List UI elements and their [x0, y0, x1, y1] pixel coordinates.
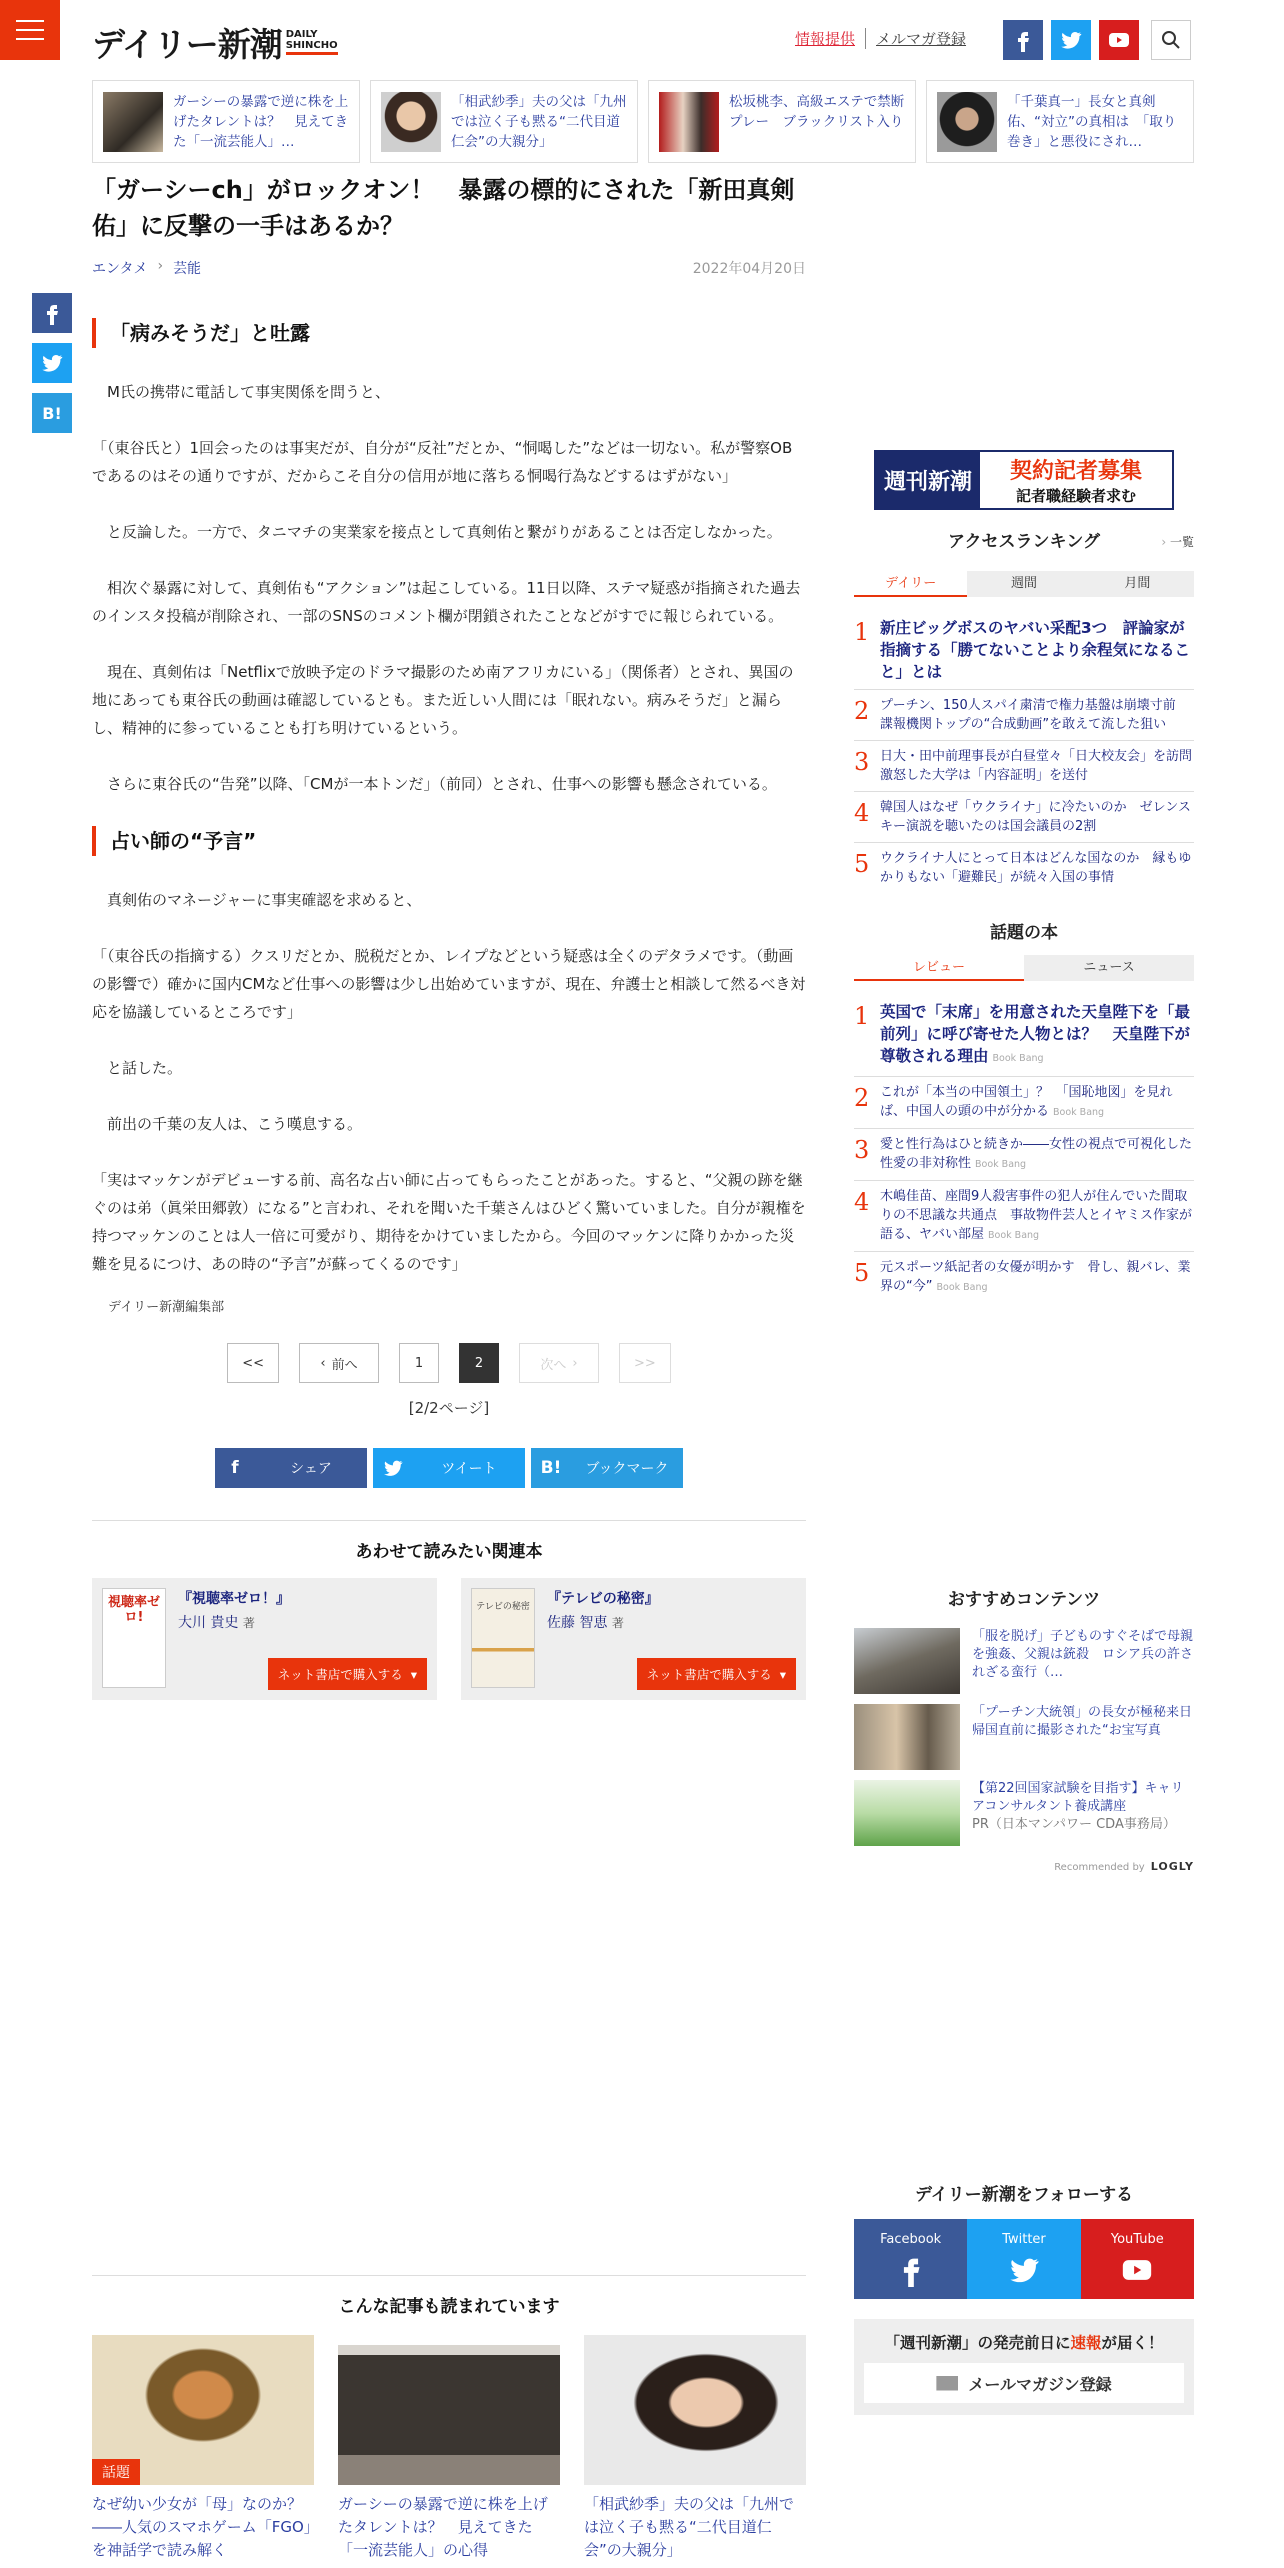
newsletter-box: [854, 2319, 1194, 2415]
article: [92, 172, 806, 1700]
triangle-down-icon: ▾: [410, 1666, 417, 1682]
youtube-button[interactable]: [1099, 20, 1139, 60]
buy-book-button[interactable]: ネット書店で購入する ▾: [637, 1658, 796, 1690]
follow-facebook-button[interactable]: Facebook: [854, 2219, 967, 2299]
book-ranking-item[interactable]: 4 木嶋佳苗、座間9人殺害事件の犯人が住んでいた間取りの不思議な共通点 事故物件芸人とイヤミス作家が語る、ヤバい部屋 Book Bang: [854, 1181, 1194, 1252]
triangle-down-icon: ▾: [779, 1666, 786, 1682]
tab-weekly[interactable]: 週間: [967, 571, 1080, 597]
book-ranking-item[interactable]: 3 愛と性行為はひと続きか――女性の視点で可視化した性愛の非対称性 Book Bang: [854, 1129, 1194, 1181]
card-thumbnail: [103, 92, 163, 152]
article-card[interactable]: 「相武紗季」夫の父は「九州では泣く子も黙る“二代目道仁会”の大親分」: [584, 2335, 806, 2543]
book-cover: 視聴率ゼロ!: [102, 1588, 166, 1688]
paragraph: 前出の千葉の友人は、こう嘆息する。: [92, 1115, 363, 1133]
recommended-item[interactable]: 「プーチン大統領」の長女が極秘来日 帰国直前に撮影された“お宝写真: [854, 1704, 1194, 1766]
ranking-header: [854, 530, 1194, 554]
share-hatena-button[interactable]: B! ブックマーク: [531, 1448, 683, 1488]
newsletter-link[interactable]: メルマガ登録: [865, 28, 966, 49]
recommended-contents: [854, 1585, 1205, 1873]
chevron-right-icon: ›: [572, 1355, 578, 1371]
facebook-icon: [40, 301, 64, 325]
tab-review[interactable]: レビュー: [854, 955, 1024, 981]
topic-books: [854, 918, 1194, 1303]
recommended-item[interactable]: 「服を脱げ」子どものすぐそばで母親を強姦、父親は銃殺 ロシア兵の許されざる蛮行（…: [854, 1628, 1194, 1690]
logly-logo: LOGLY: [1150, 1860, 1194, 1873]
section-heading: 「病みそうだ」と吐露: [92, 318, 806, 348]
paragraph: 「実はマッケンがデビューする前、高名な占い師に占ってもらったことがあった。すると、“父親の跡を継ぐのは弟（眞栄田郷敦）になる”と言われ、それを聞いた千葉さんはひどく驚いていました。自分が親権を持つマッケンのことは人一倍に可愛がり、期待をかけていましたから。今回のマッケンに降りかかった災難を見るにつけ、あの時の“予言”が蘇ってくるのです」: [92, 1171, 806, 1273]
book-ranking-item[interactable]: 2 これが「本当の中国領土」？ 「国恥地図」を見れば、中国人の頭の中が分かる Book Bang: [854, 1077, 1194, 1129]
article-thumbnail: [338, 2335, 560, 2485]
facebook-icon: f: [231, 1458, 239, 1478]
next-page-button: 次へ ›: [519, 1343, 599, 1383]
twitter-icon: [40, 351, 64, 375]
article-thumbnail: [92, 2335, 314, 2485]
ranking-item[interactable]: 5 ウクライナ人にとって日本はどんな国なのか 縁もゆかりもない「避難民」が続々入国の事情: [854, 850, 1192, 885]
hatena-icon: B!: [540, 1458, 562, 1478]
byline: デイリー新潮編集部: [108, 1300, 225, 1315]
hamburger-icon: [16, 20, 44, 22]
paragraph: M氏の携帯に電話して事実関係を問うと、: [92, 383, 390, 401]
ranking-title: アクセスランキング: [948, 532, 1100, 552]
twitter-icon: [1059, 28, 1083, 52]
breadcrumb-entame[interactable]: エンタメ: [92, 261, 148, 277]
access-ranking: [854, 571, 1206, 893]
divider: [92, 1520, 806, 1521]
topic-tag: 話題: [92, 2459, 140, 2485]
search-button[interactable]: [1151, 20, 1191, 60]
follow-section: [854, 2180, 1194, 2415]
follow-twitter-button[interactable]: Twitter: [967, 2219, 1080, 2299]
facebook-icon: [1011, 28, 1035, 52]
card-thumbnail: [937, 92, 997, 152]
article-thumbnail: [584, 2335, 806, 2485]
floating-share: [32, 293, 72, 433]
article-title: 「ガーシーch」がロックオン！ 暴露の標的にされた「新田真剣佑」に反撃の一手はあるか？: [92, 176, 795, 240]
info-provide-link[interactable]: 情報提供: [795, 30, 856, 48]
facebook-icon: [894, 2253, 928, 2287]
paragraph: 現在、真剣佑は「Netflixで放映予定のドラマ撮影のため南アフリカにいる」（関係者）とされ、異国の地にあっても東谷氏の動画は確認しているとも。また近しい人間には「眠れない。病みそうだ」と漏らし、精神的に参っていることも打ち明けているという。: [92, 663, 794, 737]
book-card[interactable]: [461, 1578, 806, 1700]
more-articles-list: [92, 2335, 806, 2559]
recommended-thumbnail: [854, 1780, 960, 1846]
follow-buttons: [854, 2219, 1194, 2299]
article-meta: [92, 258, 806, 278]
more-articles-title: こんな記事も読まれています: [338, 2297, 560, 2317]
newsletter-text: 「週刊新潮」の発売前日に速報が届く！: [884, 2334, 1164, 2352]
topic-books-tabs: [854, 955, 1194, 981]
topic-books-title: 話題の本: [990, 923, 1058, 943]
mail-icon: [936, 2376, 958, 2391]
paragraph: 相次ぐ暴露に対して、真剣佑も“アクション”は起こしている。11日以降、ステマ疑惑が指摘された過去のインスタ投稿が削除され、一部のSNSのコメント欄が閉鎖されたことなどがすでに報じられている。: [92, 579, 801, 625]
last-page-button: >>: [619, 1343, 671, 1383]
ranking-list: [854, 611, 1206, 893]
share-buttons: [92, 1448, 806, 1488]
book-title: 『テレビの秘密』: [547, 1591, 659, 1607]
breadcrumb-geino[interactable]: 芸能: [173, 261, 202, 277]
paragraph: 真剣佑のマネージャーに事実確認を求めると、: [92, 891, 422, 909]
prev-page-button[interactable]: ‹ 前へ: [299, 1343, 379, 1383]
page-1-button[interactable]: 1: [399, 1343, 439, 1383]
related-books-title: あわせて読みたい関連本: [355, 1542, 543, 1562]
recommended-thumbnail: [854, 1704, 960, 1770]
more-articles: [92, 2275, 806, 2559]
search-icon: [1159, 28, 1183, 52]
newsletter-register-button[interactable]: メールマガジン登録: [864, 2363, 1184, 2403]
logo-sub: DAILY SHINCHO: [286, 29, 338, 55]
ranking-item[interactable]: 3 日大・田中前理事長が白昼堂々「日大校友会」を訪問 激怒した大学は「内容証明」を送付: [854, 741, 1194, 792]
chevron-left-icon: ‹: [320, 1355, 326, 1371]
paragraph: さらに東谷氏の“告発”以降、「CMが一本トンだ」（前同）とされ、仕事への影響も懸念されている。: [92, 775, 777, 793]
share-hatena-button[interactable]: [32, 393, 72, 433]
paragraph: 「（東谷氏の指摘する）クスリだとか、脱税だとか、レイプなどという疑惑は全くのデタラメです。（動画の影響で）確かに国内CMなど仕事への影響は少し出始めていますが、現在、弁護士と相談して然るべき対応を協議しているところです」: [92, 947, 806, 1021]
paragraph: 「（東谷氏と）1回会ったのは事実だが、自分が“反社”だとか、“恫喝した”などは一切ない。私が警察OBであるのはその通りですが、だからこそ自分の信用が地に落ちる恫喝行為などするはずがない」: [92, 439, 793, 485]
youtube-icon: [1107, 28, 1131, 52]
share-twitter-button[interactable]: ツイート: [373, 1448, 525, 1488]
top-card[interactable]: 松坂桃李、高級エステで禁断プレー ブラックリスト入り: [648, 80, 916, 163]
recommended-item[interactable]: 【第22回国家試験を目指す】キャリアコンサルタント養成講座 PR（日本マンパワー CDA事務局）: [854, 1780, 1194, 1842]
header-links: [795, 28, 966, 49]
ranking-item[interactable]: 2 プーチン、150人スパイ粛清で権力基盤は崩壊寸前 諜報機関トップの“合成動画”を敢えて流した狙い: [854, 690, 1194, 741]
share-twitter-button[interactable]: [32, 343, 72, 383]
book-cover: テレビの秘密: [471, 1588, 535, 1688]
book-author: 佐藤 智恵 著: [547, 1615, 624, 1631]
twitter-icon: [373, 1457, 413, 1479]
paragraph: と反論した。一方で、タニマチの実業家を接点として真剣佑と繋がりがあることは否定しなかった。: [92, 523, 782, 541]
follow-youtube-button[interactable]: YouTube: [1081, 2219, 1194, 2299]
site-logo[interactable]: [92, 22, 338, 62]
ranking-tabs: [854, 571, 1194, 597]
logo-text: デイリー新潮: [92, 24, 282, 64]
buy-book-button[interactable]: ネット書店で購入する ▾: [268, 1658, 427, 1690]
youtube-icon: [1117, 2253, 1157, 2287]
header-social: [1003, 20, 1191, 60]
twitter-button[interactable]: [1051, 20, 1091, 60]
share-facebook-button[interactable]: f シェア: [215, 1448, 367, 1488]
recommended-title: おすすめコンテンツ: [947, 1590, 1101, 1610]
ranking-item[interactable]: 4 韓国人はなぜ「ウクライナ」に冷たいのか ゼレンスキー演説を聴いたのは国会議員の2割: [854, 792, 1194, 843]
chevron-right-icon: ›: [157, 258, 164, 274]
book-ranking-item[interactable]: 5 元スポーツ紙記者の女優が明かす 骨し、親バレ、業界の“今” Book Bang: [854, 1259, 1191, 1294]
ranking-item[interactable]: 1 新庄ビッグボスのヤバい采配3つ 評論家が指摘する「勝てないことより余程気になること」とは: [854, 611, 1194, 690]
chevron-right-icon: ›: [1161, 535, 1167, 549]
top-card[interactable]: 「千葉真一」長女と真剣佑、“対立”の真相は 「取り巻き」と悪役にされ…: [926, 80, 1194, 163]
page-indicator: [2/2ページ]: [408, 1399, 490, 1417]
book-ranking-item[interactable]: 1 英国で「末席」を用意された天皇陛下を「最前列」に呼び寄せた人物とは？ 天皇陛下が尊敬される理由 Book Bang: [854, 995, 1194, 1077]
menu-button[interactable]: [0, 0, 60, 60]
book-card[interactable]: [92, 1578, 437, 1700]
top-card[interactable]: 「相武紗季」夫の父は「九州では泣く子も黙る“二代目道仁会”の大親分」: [370, 80, 638, 163]
tab-daily[interactable]: デイリー: [854, 571, 967, 597]
pagination: [92, 1343, 806, 1383]
breadcrumb: [92, 258, 201, 278]
divider: [92, 2275, 806, 2276]
book-author: 大川 貴史 著: [178, 1615, 255, 1631]
card-thumbnail: [381, 92, 441, 152]
ranking-more-link[interactable]: › 一覧: [1161, 535, 1194, 549]
recruit-banner[interactable]: 週刊新潮 契約記者募集 記者職経験者求む: [874, 450, 1174, 510]
hatena-icon: B!: [42, 403, 62, 423]
article-card[interactable]: 話題 なぜ幼い少女が「母」なのか？――人気のスマホゲーム「FGO」を神話学で読み解く: [92, 2335, 314, 2543]
tab-news[interactable]: ニュース: [1024, 955, 1194, 981]
recommended-by: Recommended by LOGLY: [1054, 1860, 1194, 1873]
article-date: 2022年04月20日: [692, 261, 806, 277]
topic-books-list: [854, 995, 1194, 1303]
facebook-button[interactable]: [1003, 20, 1043, 60]
recommended-thumbnail: [854, 1628, 960, 1694]
share-facebook-button[interactable]: [32, 293, 72, 333]
book-title: 『視聴率ゼロ！』: [178, 1591, 290, 1607]
section-heading: 占い師の“予言”: [92, 826, 806, 856]
card-thumbnail: [659, 92, 719, 152]
paragraph: と話した。: [92, 1059, 183, 1077]
first-page-button[interactable]: <<: [227, 1343, 279, 1383]
page-2-button[interactable]: 2: [459, 1343, 499, 1383]
follow-title: デイリー新潮をフォローする: [914, 2185, 1134, 2205]
twitter-icon: [1007, 2253, 1041, 2287]
article-card[interactable]: ガーシーの暴露で逆に株を上げたタレントは？ 見えてきた「一流芸能人」の心得: [338, 2335, 560, 2543]
related-books: [92, 1578, 806, 1700]
tab-monthly[interactable]: 月間: [1081, 571, 1194, 597]
top-related-cards: [92, 80, 1194, 163]
top-card[interactable]: ガーシーの暴露で逆に株を上げたタレントは？ 見えてきた「一流芸能人」…: [92, 80, 360, 163]
